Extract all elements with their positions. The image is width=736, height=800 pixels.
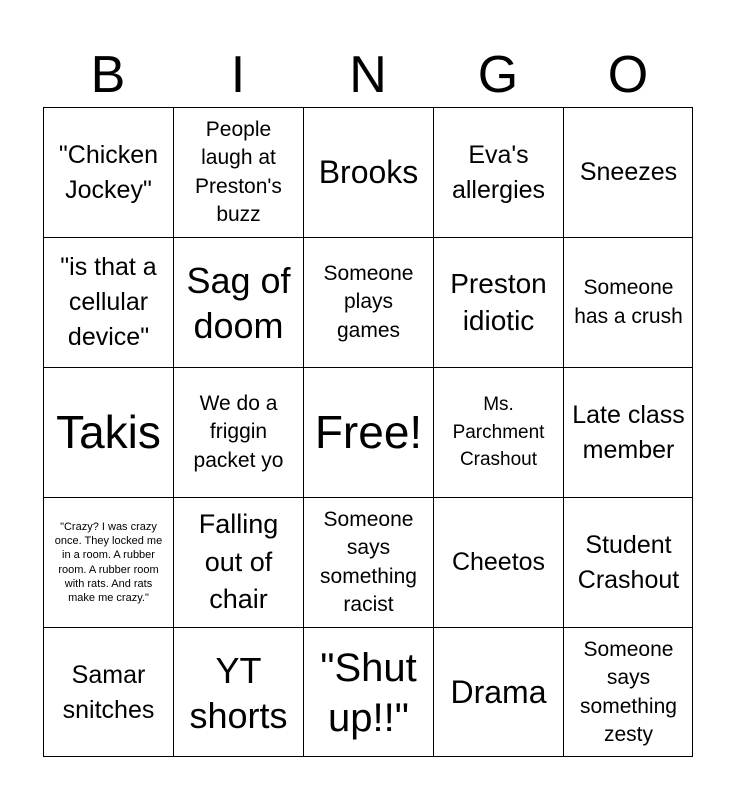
bingo-cell[interactable] xyxy=(563,627,693,757)
cell-text: Sneezes xyxy=(579,158,678,186)
bingo-cell[interactable] xyxy=(43,627,173,757)
bingo-cell[interactable] xyxy=(303,107,433,237)
bingo-cell[interactable] xyxy=(433,497,563,627)
cell-text: Late class member xyxy=(572,400,685,464)
cell-text: Cheetos xyxy=(451,548,546,576)
cell-text: "is that a cellular device" xyxy=(60,253,157,351)
cell-text: Someone has a crush xyxy=(574,276,683,328)
bingo-cell[interactable] xyxy=(43,367,173,497)
header-letter-n: N xyxy=(349,46,387,104)
cell-text: Sag of doom xyxy=(186,259,291,346)
cell-text: "Crazy? I was crazy once. They locked me in a room. A rubber room. A rubber room with rats. And rats make me crazy." xyxy=(54,520,163,605)
bingo-cell[interactable] xyxy=(563,237,693,367)
bingo-cell[interactable] xyxy=(433,107,563,237)
bingo-cell[interactable] xyxy=(563,367,693,497)
cell-text: Samar snitches xyxy=(62,660,155,724)
bingo-cell[interactable] xyxy=(43,107,173,237)
cell-text: "Chicken Jockey" xyxy=(58,140,159,204)
bingo-cell[interactable] xyxy=(303,627,433,757)
bingo-cell[interactable] xyxy=(563,107,693,237)
bingo-cell[interactable] xyxy=(173,367,303,497)
free-space-cell[interactable] xyxy=(303,367,433,497)
bingo-header xyxy=(43,42,693,108)
cell-text: Someone says something racist xyxy=(320,507,417,616)
bingo-cell[interactable] xyxy=(173,497,303,627)
cell-text: Someone plays games xyxy=(323,261,414,342)
cell-text: Brooks xyxy=(318,154,419,191)
bingo-cell[interactable] xyxy=(43,497,173,627)
cell-text: Falling out of chair xyxy=(198,508,279,615)
bingo-cell[interactable] xyxy=(433,367,563,497)
cell-text: Drama xyxy=(450,674,547,711)
cell-text: We do a friggin packet yo xyxy=(193,391,284,472)
cell-text: Ms. Parchment Crashout xyxy=(452,394,545,471)
cell-text: "Shut up!!" xyxy=(320,645,417,740)
cell-text: Preston idiotic xyxy=(450,268,547,336)
cell-text: People laugh at Preston's buzz xyxy=(195,117,282,226)
bingo-board xyxy=(43,107,693,757)
bingo-cell[interactable] xyxy=(303,237,433,367)
cell-text: Eva's allergies xyxy=(451,140,546,204)
header-letter-b: B xyxy=(90,46,126,104)
cell-text: Someone says something zesty xyxy=(580,637,677,746)
header-letter-g: G xyxy=(477,46,519,104)
bingo-cell[interactable] xyxy=(303,497,433,627)
header-letter-i: I xyxy=(230,46,246,104)
cell-text: Takis xyxy=(56,406,161,459)
bingo-cell[interactable] xyxy=(173,107,303,237)
bingo-cell[interactable] xyxy=(43,237,173,367)
cell-text: YT shorts xyxy=(189,649,288,736)
header-letter-o: O xyxy=(607,46,649,104)
bingo-cell[interactable] xyxy=(173,627,303,757)
bingo-cell[interactable] xyxy=(433,627,563,757)
bingo-cell[interactable] xyxy=(563,497,693,627)
bingo-cell[interactable] xyxy=(173,237,303,367)
cell-text: Free! xyxy=(314,406,423,459)
cell-text: Student Crashout xyxy=(577,530,680,594)
bingo-cell[interactable] xyxy=(433,237,563,367)
